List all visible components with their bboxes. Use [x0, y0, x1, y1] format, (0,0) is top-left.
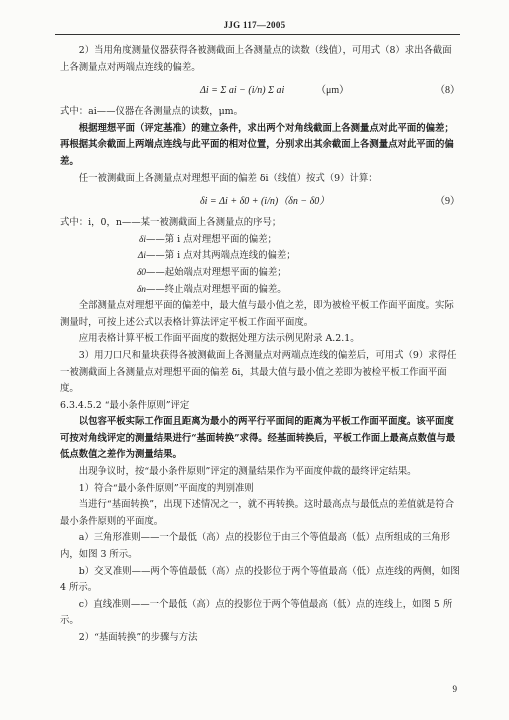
formula-9-expression: δi = Δi + δ0 + (i/n)（δn − δ0）	[200, 196, 330, 208]
criterion-cross: b）交叉准则——两个等值最低（高）点的投影位于两个等值最高（低）点连线的两侧，如图 4 所示。	[60, 565, 460, 594]
formula-8	[60, 76, 460, 104]
definition-text: ——第 i 点对理想平面的偏差；	[146, 233, 277, 245]
subheading-criteria: 1）符合“最小条件原则”平面度的判别准则	[78, 482, 254, 494]
criterion-triangle: a）三角形准则——一个最低（高）点的投影位于由三个等值最高（低）点所组成的三角形内，如图 3 所示。	[60, 532, 451, 561]
header-rule	[55, 34, 460, 35]
paragraph-7: 3）用刀口尺和量块获得各被测截面上各测量点对两端点连线的偏差后，可用式（9）求得任一被测截面上各测量点对理想平面的偏差 δi，其最大值与最小值之差即为被检平板工作面平面度。	[60, 349, 457, 395]
definition-text: ——终止端点对理想平面的偏差。	[146, 283, 287, 295]
definition-text: ——某一被测截面上各测量点的序号；	[121, 217, 282, 229]
paragraph-6: 应用表格计算平板工作面平面度的数据处理方法示例见附录 A.2.1。	[78, 333, 360, 345]
formula-8-unit: （μm）	[316, 85, 350, 97]
definition-symbol: δ0	[136, 267, 146, 278]
paragraph-4: 任一被测截面上各测量点对理想平面的偏差 δi（线值）按式（9）计算：	[78, 172, 378, 184]
definition-text: ——起始端点对理想平面的偏差；	[146, 266, 287, 278]
definition-row	[60, 248, 460, 265]
definition-symbol: δn	[136, 284, 146, 295]
definition-row	[60, 265, 460, 282]
page-number: 9	[452, 684, 457, 694]
definition-text: ——第 i 点对其两端点连线的偏差；	[146, 250, 296, 262]
definition-symbol: Δi	[137, 251, 146, 262]
formula-9-number: （9）	[435, 196, 460, 208]
definition-symbol: 式中：i，0，n	[60, 217, 122, 229]
paragraph-2: 式中：ai——仪器在各测量点的读数，μm。	[60, 106, 243, 118]
definition-symbol: δi	[139, 234, 146, 245]
criterion-line: c）直线准则——一个最低（高）点的投影位于两个等值最高（低）点的连线上，如图 5 所示。	[60, 598, 453, 627]
paragraph-1: 2）当用角度测量仪器获得各被测截面上各测量点的读数（线值），可用式（8）求出各截面上各测量点对两端点连线的偏差。	[60, 45, 452, 73]
definition-row	[60, 232, 460, 249]
paragraph-10: 当进行“基面转换”，出现下述情况之一，就不再转换。这时最高点与最低点的差值就是符合最小条件原则的平面度。	[60, 499, 455, 527]
section-heading-6-3-4-5-2: 6.3.4.5.2 “最小条件原则”评定	[60, 399, 190, 411]
running-header: JJG 117—2005	[223, 20, 286, 30]
formula-8-number: （8）	[435, 85, 460, 97]
paragraph-3: 根据理想平面（评定基准）的建立条件，求出两个对角线截面上各测量点对此平面的偏差；再根据其余截面上两端点连线与此平面的相对位置，分别求出其余截面上各测量点对此平面的偏差。	[60, 122, 454, 167]
definition-row	[60, 282, 460, 299]
paragraph-9: 出现争议时，按“最小条件原则”评定的测量结果作为平面度仲裁的最终评定结果。	[78, 466, 417, 478]
formula-9	[60, 187, 460, 215]
formula-8-expression: Δi = Σ ai − (i/n) Σ ai	[200, 85, 285, 97]
definition-row	[60, 215, 460, 232]
subheading-base-transform: 2）“基面转换”的步骤与方法	[78, 632, 198, 643]
paragraph-5: 全部测量点对理想平面的偏差中，最大值与最小值之差，即为被检平板工作面平面度。实际测量时，可按上述公式以表格计算法评定平板工作面平面度。	[60, 300, 454, 328]
symbol-definitions	[60, 215, 460, 298]
paragraph-8: 以包容平板实际工作面且距离为最小的两平行平面间的距离为平板工作面平面度。该平面度可按对角线评定的测量结果进行“基面转换”求得。经基面转换后，平板工作面上最高点数值与最低点数值之差作为测量结果。	[60, 416, 456, 461]
body-text	[60, 43, 460, 647]
